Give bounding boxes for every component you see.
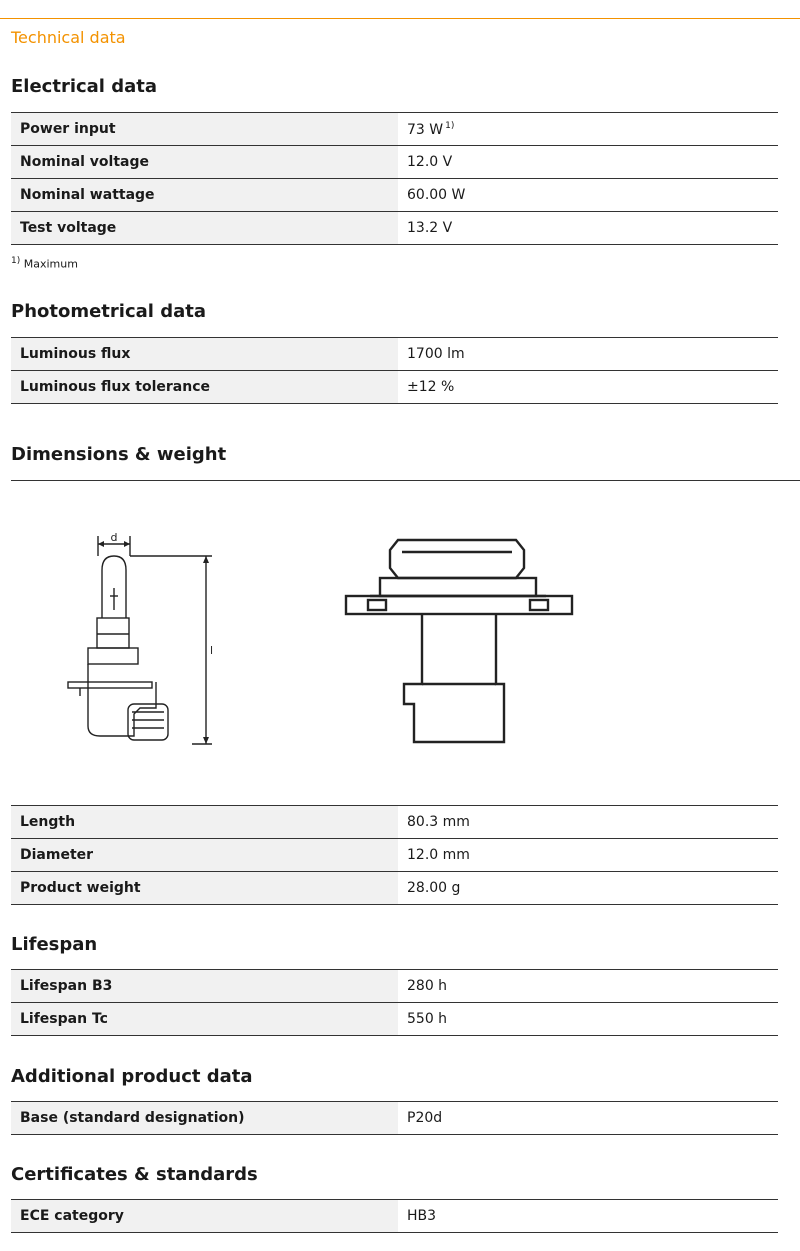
photometrical-table (11, 337, 778, 404)
electrical-table (11, 112, 778, 245)
row-value: ±12 % (398, 371, 778, 404)
row-value: 60.00 W (398, 179, 778, 212)
section-title-certificates: Certificates & standards (11, 1164, 258, 1185)
table-row (11, 1102, 778, 1135)
diameter-label: d (110, 531, 118, 544)
row-label: Lifespan Tc (11, 1003, 398, 1036)
row-value: P20d (398, 1102, 778, 1135)
bulb-dimension-drawing (60, 530, 230, 752)
row-label: Diameter (11, 839, 398, 872)
footnote-ref: 1) (445, 120, 455, 131)
section-title-electrical: Electrical data (11, 76, 158, 97)
row-label: Lifespan B3 (11, 970, 398, 1003)
section-title-additional: Additional product data (11, 1066, 253, 1087)
table-row (11, 146, 778, 179)
row-label: Luminous flux tolerance (11, 371, 398, 404)
page-heading: Technical data (11, 28, 126, 47)
row-value: 13.2 V (398, 212, 778, 245)
footnote-text: Maximum (23, 257, 78, 271)
table-row (11, 212, 778, 245)
section-title-photometrical: Photometrical data (11, 301, 206, 322)
table-row (11, 113, 778, 146)
table-row (11, 1200, 778, 1233)
row-value: 80.3 mm (398, 806, 778, 839)
row-value: 28.00 g (398, 872, 778, 905)
additional-table (11, 1101, 778, 1135)
table-row (11, 839, 778, 872)
power-input-value: 73 W (407, 121, 444, 138)
row-value: 1700 lm (398, 338, 778, 371)
dimensions-table (11, 805, 778, 905)
row-label: Product weight (11, 872, 398, 905)
lifespan-table (11, 969, 778, 1036)
row-value: 12.0 mm (398, 839, 778, 872)
row-label: ECE category (11, 1200, 398, 1233)
row-label: Nominal voltage (11, 146, 398, 179)
row-value: 550 h (398, 1003, 778, 1036)
section-divider (11, 480, 800, 481)
row-value (398, 113, 778, 146)
section-title-lifespan: Lifespan (11, 934, 98, 955)
footnote (11, 256, 78, 271)
table-row (11, 872, 778, 905)
row-label: Nominal wattage (11, 179, 398, 212)
row-label: Test voltage (11, 212, 398, 245)
length-label: l (210, 644, 214, 657)
footnote-mark: 1) (11, 256, 21, 266)
row-label: Power input (11, 113, 398, 146)
table-row (11, 371, 778, 404)
row-value: HB3 (398, 1200, 778, 1233)
table-row (11, 1003, 778, 1036)
row-label: Luminous flux (11, 338, 398, 371)
table-row (11, 179, 778, 212)
section-title-dimensions: Dimensions & weight (11, 444, 227, 465)
header-rule (0, 18, 800, 19)
table-row (11, 970, 778, 1003)
certificates-table (11, 1199, 778, 1233)
table-row (11, 338, 778, 371)
row-label: Length (11, 806, 398, 839)
row-label: Base (standard designation) (11, 1102, 398, 1135)
row-value: 280 h (398, 970, 778, 1003)
table-row (11, 806, 778, 839)
base-outline-drawing (340, 534, 576, 746)
row-value: 12.0 V (398, 146, 778, 179)
